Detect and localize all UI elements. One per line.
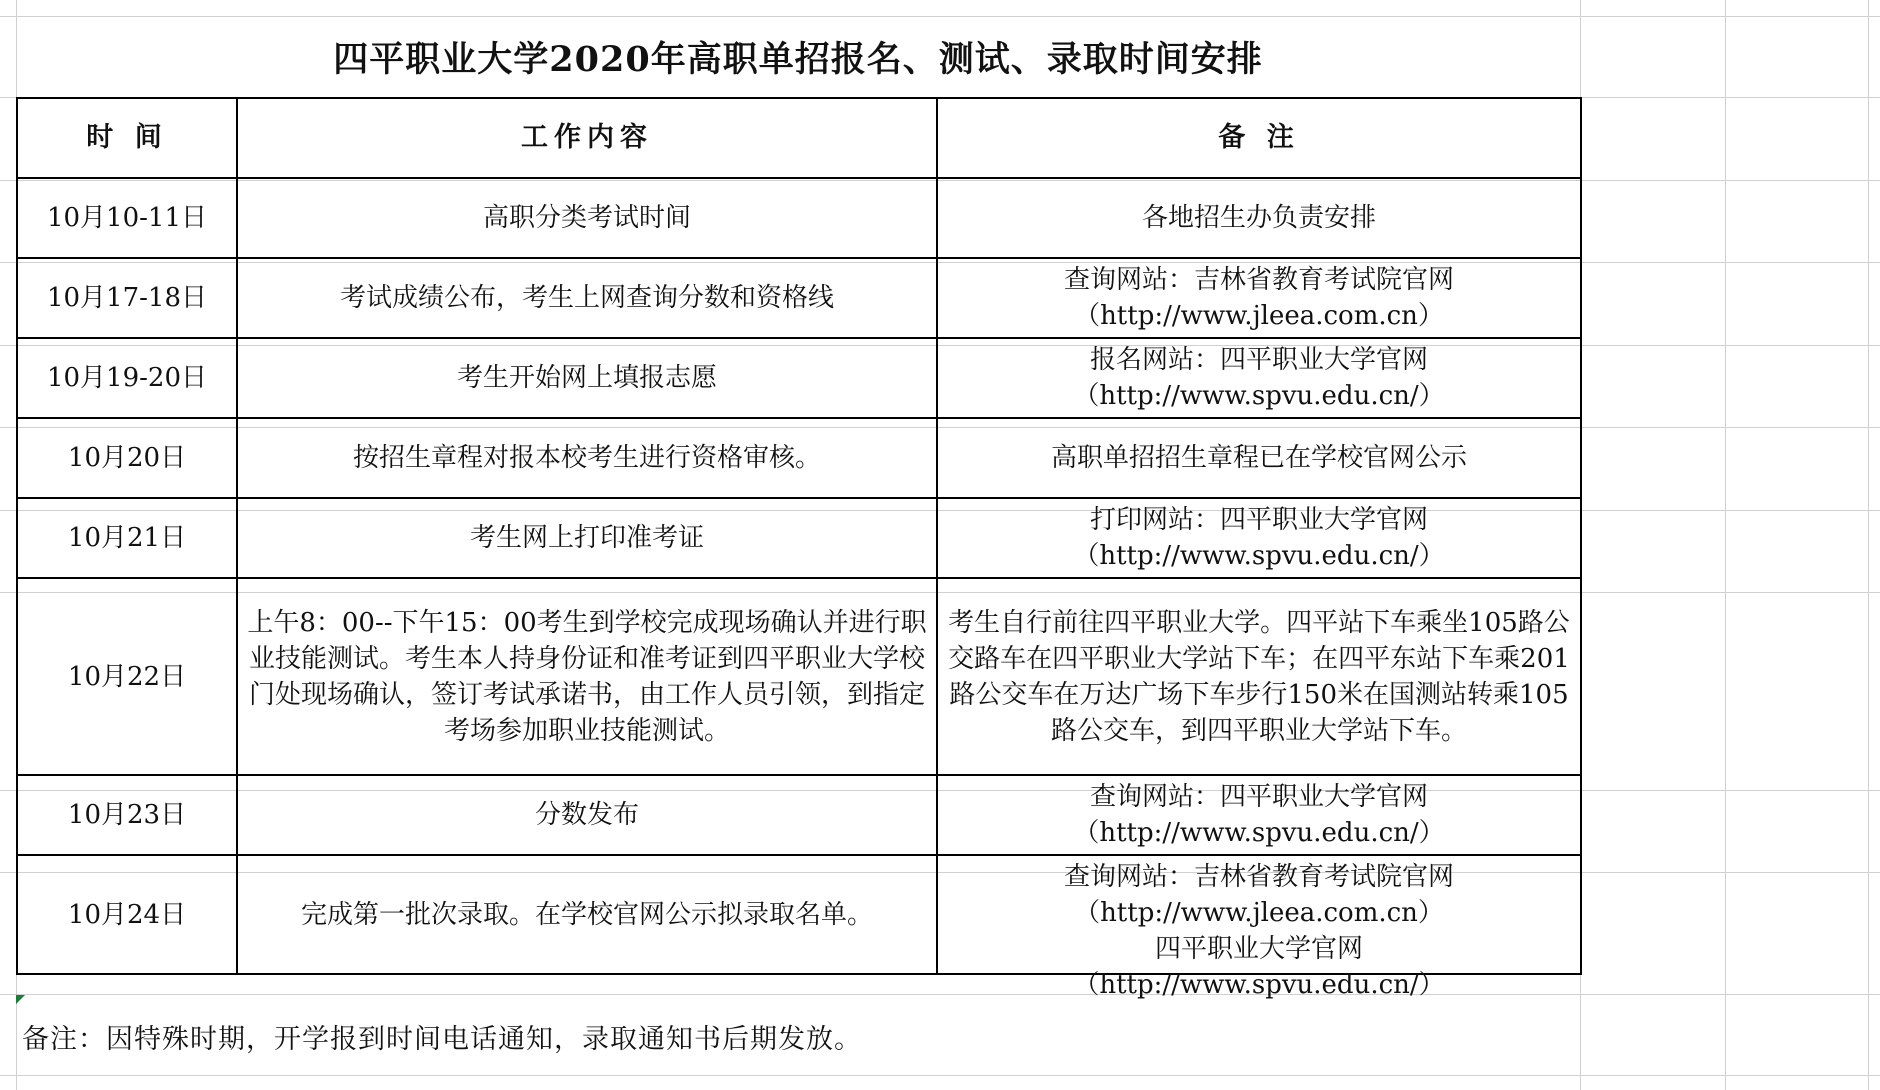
cell-remark[interactable] (937, 338, 1581, 418)
remark-line: 报名网站：四平职业大学官网 (1089, 345, 1428, 375)
cell-time[interactable]: 10月22日 (17, 578, 237, 775)
table-row (17, 498, 1581, 578)
table-header-row (17, 98, 1581, 178)
header-content[interactable]: 工作内容 (237, 98, 937, 178)
remark-line: 四平职业大学官网 (1154, 933, 1363, 964)
cell-time[interactable]: 10月21日 (17, 498, 237, 578)
cell-remark[interactable]: 考生自行前往四平职业大学。四平站下车乘坐105路公交路车在四平职业大学站下车；在四平东站下车乘201路公交车在万达广场下车步行150米在国测站转乘105路公交车，到四平职业大学站下车。 (937, 578, 1581, 775)
cell-remark[interactable] (937, 775, 1581, 855)
cell-time[interactable]: 10月23日 (17, 775, 237, 855)
cell-time[interactable]: 10月19-20日 (17, 338, 237, 418)
header-time[interactable]: 时 间 (17, 98, 237, 178)
remark-line: （http://www.spvu.edu.cn/） (1073, 969, 1445, 1000)
footnote[interactable]: 备注：因特殊时期，开学报到时间电话通知，录取通知书后期发放。 (22, 1023, 862, 1055)
remark-line: （http://www.jleea.com.cn） (1074, 897, 1444, 928)
cell-content[interactable]: 考生开始网上填报志愿 (237, 338, 937, 418)
cell-remark[interactable] (937, 855, 1581, 1000)
grid-line (1725, 0, 1726, 1090)
schedule-table (16, 97, 1582, 1000)
table-row (17, 418, 1581, 498)
remark-line: 查询网站：吉林省教育考试院官网 (1063, 861, 1454, 892)
cell-content[interactable]: 高职分类考试时间 (237, 178, 937, 258)
remark-line: （http://www.spvu.edu.cn/） (1073, 818, 1445, 848)
cell-content[interactable]: 完成第一批次录取。在学校官网公示拟录取名单。 (237, 855, 937, 974)
cell-time[interactable]: 10月10-11日 (17, 178, 237, 258)
cell-content[interactable]: 分数发布 (237, 775, 937, 855)
remark-line: （http://www.spvu.edu.cn/） (1073, 541, 1445, 571)
cell-time[interactable]: 10月20日 (17, 418, 237, 498)
remark-line: （http://www.spvu.edu.cn/） (1073, 381, 1445, 411)
remark-line: 各地招生办负责安排 (1141, 203, 1376, 233)
table-row (17, 775, 1581, 855)
cell-remark[interactable] (937, 498, 1581, 578)
table-row (17, 178, 1581, 258)
cell-remark[interactable] (937, 178, 1581, 258)
table-row (17, 855, 1581, 974)
page-title[interactable]: 四平职业大学2020年高职单招报名、测试、录取时间安排 (333, 39, 1263, 80)
cell-time[interactable]: 10月17-18日 (17, 258, 237, 338)
cell-content[interactable]: 按招生章程对报本校考生进行资格审核。 (237, 418, 937, 498)
header-remark[interactable]: 备 注 (937, 98, 1581, 178)
table-row (17, 258, 1581, 338)
remark-line: 查询网站：四平职业大学官网 (1089, 782, 1428, 812)
remark-line: （http://www.jleea.com.cn） (1074, 301, 1444, 331)
cell-time[interactable]: 10月24日 (17, 855, 237, 974)
cell-content[interactable]: 考生网上打印准考证 (237, 498, 937, 578)
remark-line: 查询网站：吉林省教育考试院官网 (1063, 265, 1454, 295)
cell-content[interactable]: 考试成绩公布，考生上网查询分数和资格线 (237, 258, 937, 338)
table-row (17, 338, 1581, 418)
cell-remark[interactable] (937, 418, 1581, 498)
grid-line (0, 994, 1880, 995)
remark-line: 打印网站：四平职业大学官网 (1089, 505, 1428, 535)
remark-line: 高职单招招生章程已在学校官网公示 (1050, 443, 1467, 473)
table-row (17, 578, 1581, 775)
remark-clip (944, 859, 1574, 1000)
grid-line (1868, 0, 1869, 1090)
cell-content[interactable]: 上午8：00--下午15：00考生到学校完成现场确认并进行职业技能测试。考生本人持身份证和准考证到四平职业大学校门处现场确认，签订考试承诺书，由工作人员引领，到指定考场参加职业技能测试。 (237, 578, 937, 775)
grid-line (0, 1075, 1880, 1076)
cell-remark[interactable] (937, 258, 1581, 338)
